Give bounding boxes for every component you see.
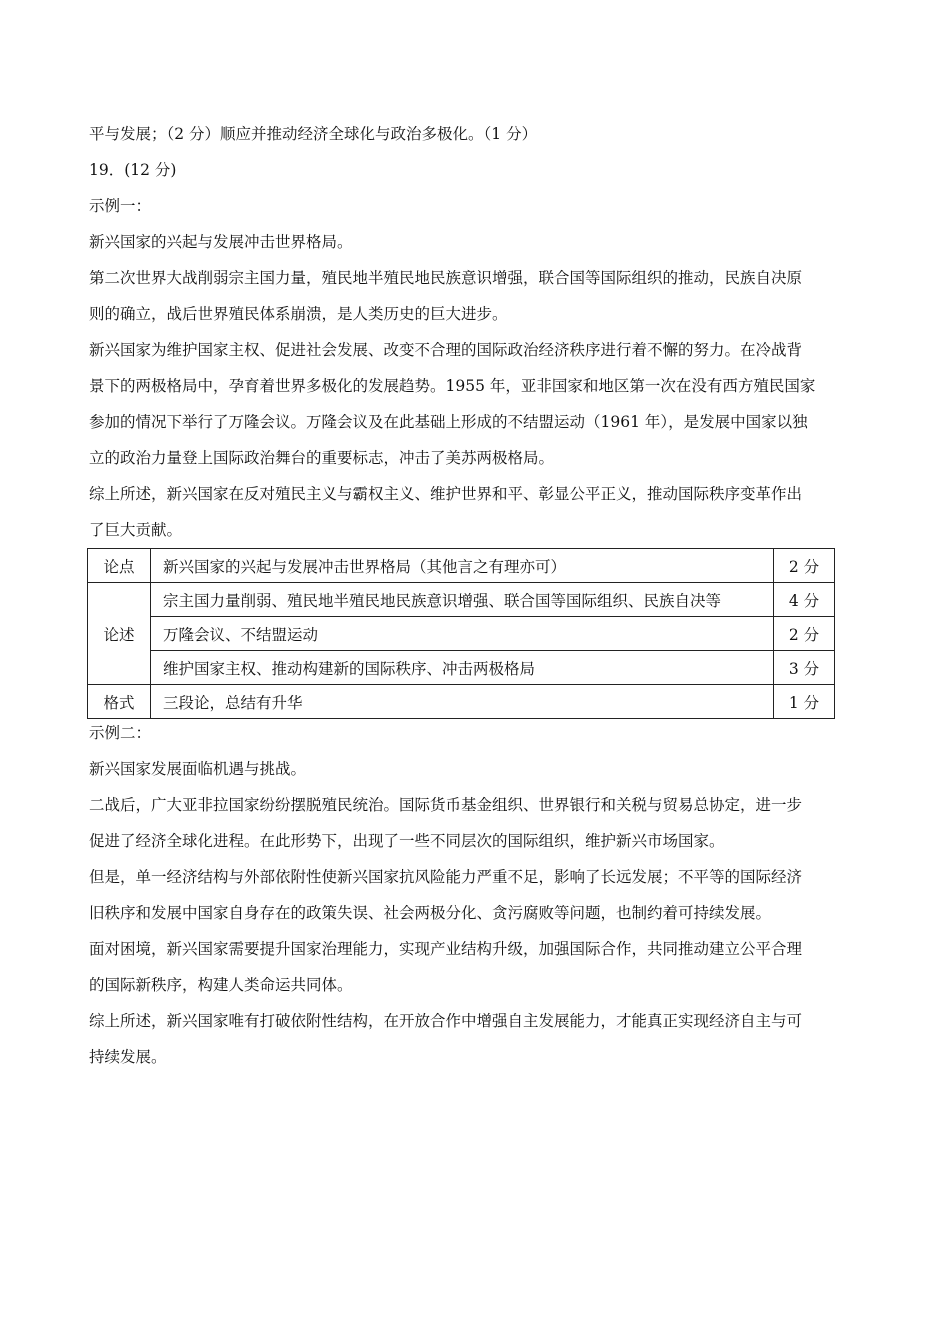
text-line: 旧秩序和发展中国家自身存在的政策失误、社会两极分化、贪污腐败等问题，也制约着可持续发展。 (89, 904, 772, 922)
thesis-line: 新兴国家的兴起与发展冲击世界格局。 (89, 233, 353, 251)
table-cell-points: 2 分 (774, 617, 835, 651)
text-line: 了巨大贡献。 (89, 521, 183, 539)
table-cell-category: 论点 (88, 549, 151, 583)
table-row (88, 549, 835, 583)
answer-text-bottom (89, 723, 864, 1067)
table-cell-content: 宗主国力量削弱、殖民地半殖民地民族意识增强、联合国等国际组织、民族自决等 (151, 583, 774, 617)
table-cell-category: 论述 (88, 583, 151, 685)
text-line: 持续发展。 (89, 1048, 167, 1066)
text-line: 促进了经济全球化进程。在此形势下，出现了一些不同层次的国际组织，维护新兴市场国家。 (89, 832, 725, 850)
table-cell-content: 三段论，总结有升华 (151, 685, 774, 719)
table-cell-points: 3 分 (774, 651, 835, 685)
text-line: 则的确立，战后世界殖民体系崩溃，是人类历史的巨大进步。 (89, 305, 508, 323)
text-line: 综上所述，新兴国家唯有打破依附性结构，在开放合作中增强自主发展能力，才能真正实现经济自主与可 (89, 1012, 803, 1030)
table-cell-points: 2 分 (774, 549, 835, 583)
text-line: 立的政治力量登上国际政治舞台的重要标志，冲击了美苏两极格局。 (89, 449, 555, 467)
scoring-table (87, 548, 835, 719)
table-row (88, 583, 835, 617)
table-row (88, 685, 835, 719)
example-heading: 示例二： (89, 724, 152, 742)
table-cell-content: 新兴国家的兴起与发展冲击世界格局（其他言之有理亦可） (151, 549, 774, 583)
text-line: 景下的两极格局中，孕育着世界多极化的发展趋势。1955 年，亚非国家和地区第一次在没有西方殖民国家 (89, 377, 816, 395)
text-line: 综上所述，新兴国家在反对殖民主义与霸权主义、维护世界和平、彰显公平正义，推动国际秩序变革作出 (89, 485, 803, 503)
table-row (88, 617, 835, 651)
text-line: 第二次世界大战削弱宗主国力量，殖民地半殖民地民族意识增强，联合国等国际组织的推动，民族自决原 (89, 269, 803, 287)
table-row (88, 651, 835, 685)
table-cell-content: 万隆会议、不结盟运动 (151, 617, 774, 651)
table-cell-points: 4 分 (774, 583, 835, 617)
text-line: 参加的情况下举行了万隆会议。万隆会议及在此基础上形成的不结盟运动（1961 年），是发展中国家以独 (89, 413, 808, 431)
answer-page (89, 124, 864, 1067)
text-line: 平与发展；（2 分）顺应并推动经济全球化与政治多极化。（1 分） (89, 125, 538, 143)
question-number: 19．(12 分) (89, 161, 177, 179)
answer-text-top (89, 124, 864, 540)
text-line: 二战后，广大亚非拉国家纷纷摆脱殖民统治。国际货币基金组织、世界银行和关税与贸易总协定，进一步 (89, 796, 803, 814)
text-line: 的国际新秩序，构建人类命运共同体。 (89, 976, 353, 994)
text-line: 面对困境，新兴国家需要提升国家治理能力，实现产业结构升级，加强国际合作，共同推动建立公平合理 (89, 940, 803, 958)
thesis-line: 新兴国家发展面临机遇与挑战。 (89, 760, 307, 778)
table-cell-points: 1 分 (774, 685, 835, 719)
text-line: 新兴国家为维护国家主权、促进社会发展、改变不合理的国际政治经济秩序进行着不懈的努力。在冷战背 (89, 341, 803, 359)
table-cell-content: 维护国家主权、推动构建新的国际秩序、冲击两极格局 (151, 651, 774, 685)
text-line: 但是，单一经济结构与外部依附性使新兴国家抗风险能力严重不足，影响了长远发展；不平等的国际经济 (89, 868, 803, 886)
example-heading: 示例一： (89, 197, 152, 215)
table-cell-category: 格式 (88, 685, 151, 719)
